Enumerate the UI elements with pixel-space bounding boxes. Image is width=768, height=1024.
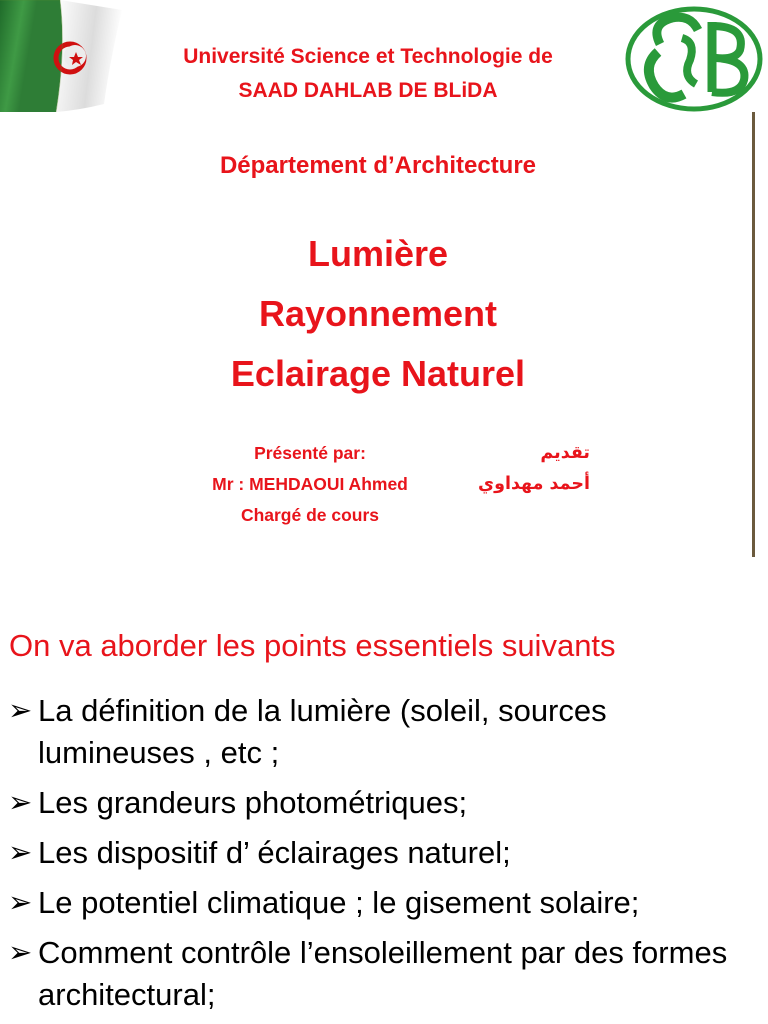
presented-by-label: Présenté par: bbox=[254, 443, 366, 463]
arrowhead-bullet-icon: ➢ bbox=[8, 837, 33, 869]
bullet-text: Les grandeurs photométriques; bbox=[38, 785, 468, 820]
list-item bbox=[8, 932, 760, 1016]
vertical-divider bbox=[752, 112, 755, 557]
title-line-3: Eclairage Naturel bbox=[230, 353, 526, 394]
presenter-name: Mr : MEHDAOUI Ahmed bbox=[212, 474, 408, 494]
arrowhead-bullet-icon: ➢ bbox=[8, 887, 33, 919]
university-name bbox=[120, 40, 616, 108]
bullet-text: La définition de la lumière (soleil, sources lumineuses , etc ; bbox=[38, 693, 607, 770]
university-line-1: Université Science et Technologie de bbox=[183, 45, 553, 68]
topics-list bbox=[8, 690, 760, 1024]
lecture-titles bbox=[110, 224, 646, 404]
title-line-1: Lumière bbox=[307, 233, 449, 274]
list-item bbox=[8, 882, 760, 924]
arrowhead-bullet-icon: ➢ bbox=[8, 695, 33, 727]
bullet-text: Le potentiel climatique ; le gisement solaire; bbox=[38, 885, 640, 920]
content-slide bbox=[0, 580, 768, 1024]
algerian-flag-image bbox=[0, 0, 130, 112]
presenter-name-arabic: أحمد مهداوي bbox=[478, 474, 590, 494]
department-title: Département d’Architecture bbox=[219, 152, 537, 179]
list-item bbox=[8, 782, 760, 824]
title-line-2: Rayonnement bbox=[258, 293, 498, 334]
presented-by-arabic: تقديم bbox=[540, 443, 590, 463]
list-item bbox=[8, 832, 760, 874]
list-item bbox=[8, 690, 760, 774]
bullet-text: Comment contrôle l’ensoleillement par des formes architectural; bbox=[38, 935, 728, 1012]
section-heading: On va aborder les points essentiels suivants bbox=[9, 628, 616, 663]
university-logo bbox=[620, 4, 766, 114]
bullet-text: Les dispositif d’ éclairages naturel; bbox=[38, 835, 511, 870]
arrowhead-bullet-icon: ➢ bbox=[8, 937, 33, 969]
presenter-role: Chargé de cours bbox=[240, 505, 380, 525]
university-line-2: SAAD DAHLAB DE BLiDA bbox=[238, 79, 498, 102]
arrowhead-bullet-icon: ➢ bbox=[8, 787, 33, 819]
presenter-block bbox=[170, 438, 610, 531]
